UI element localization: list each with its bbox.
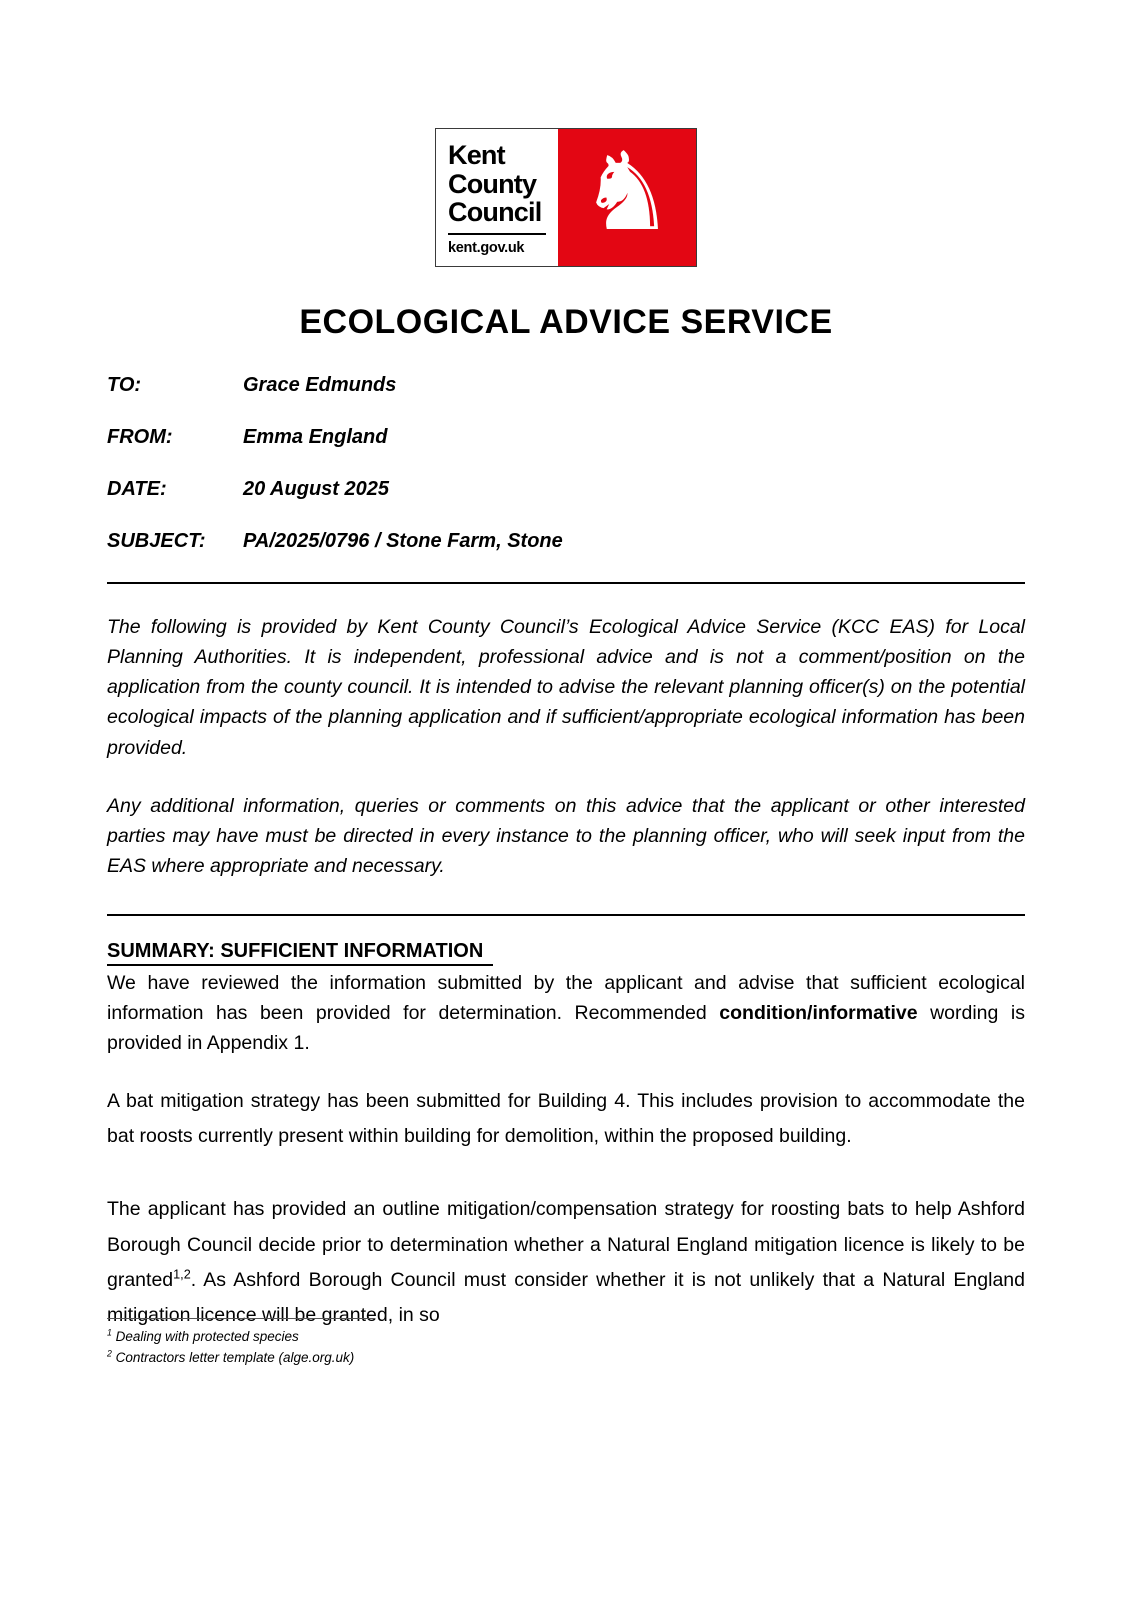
footnote-reference: 1,2 — [173, 1267, 191, 1282]
footnote-2-text: Contractors letter template (alge.org.uk) — [111, 1349, 355, 1365]
memo-value: Emma England — [243, 425, 388, 448]
logo-word-county: County — [448, 168, 537, 199]
disclaimer-paragraph-2: Any additional information, queries or comments on this advice that the applicant or other interested parties may have must be directed in every instance to the planning officer, who will seek input from the EAS where appropriate and necessary. — [107, 794, 1025, 878]
kcc-logo-text-panel — [436, 129, 558, 266]
kcc-logo — [435, 128, 697, 267]
summary-p1-text-after: wording is provided in Appendix 1. — [107, 1001, 1025, 1055]
logo-url: kent.gov.uk — [448, 239, 525, 256]
footnote-2 — [107, 1348, 1025, 1369]
memo-field-to — [107, 374, 1025, 397]
disclaimer-paragraph-1: The following is provided by Kent County Council’s Ecological Advice Service (KCC EAS) for Local Planning Authorities. It is independent, professional advice and is not a comment/position on the application from the county council. It is intended to advise the relevant planning officer(s) on the potential ecological impacts of the planning application and if sufficient/appropriate ecological information has been provided. — [107, 615, 1025, 759]
memo-header — [107, 374, 1025, 553]
summary-p3-text-after: . As Ashford Borough Council must consider whether it is not unlikely that a Natural England mitigation licence will be granted, in so — [107, 1268, 1025, 1326]
footnote-2-marker: 2 — [107, 1348, 112, 1359]
footnote-1 — [107, 1327, 1025, 1348]
logo-divider — [448, 233, 546, 235]
memo-label: SUBJECT: — [107, 529, 206, 552]
summary-p1-text: We have reviewed the information submitted by the applicant and advise that sufficient ecological information has been provided for determination. Recommended — [107, 971, 1025, 1024]
divider-middle — [107, 914, 1025, 916]
summary-p3-text: The applicant has provided an outline mitigation/compensation strategy for roosting bats to help Ashford Borough Council decide prior to determination whether a Natural England mitigation licence is likely to be granted — [107, 1198, 1025, 1291]
logo-word-kent: Kent — [448, 140, 505, 170]
summary-p1-bold-term: condition/informative — [719, 1001, 918, 1024]
kcc-logo-horse-panel — [558, 129, 696, 266]
memo-label: DATE: — [107, 477, 167, 500]
footnote-1-text: Dealing with protected species — [111, 1329, 299, 1344]
footnote-1-marker: 1 — [107, 1327, 112, 1338]
memo-label: FROM: — [107, 425, 173, 448]
memo-label: TO: — [107, 373, 142, 396]
memo-field-date — [107, 478, 1025, 501]
memo-value: 20 August 2025 — [243, 477, 389, 500]
summary-paragraph-2: A bat mitigation strategy has been submitted for Building 4. This includes provision to accommodate the bat roosts currently present within building for demolition, within the proposed building. — [107, 1090, 1025, 1148]
page-title: ECOLOGICAL ADVICE SERVICE — [299, 302, 833, 341]
logo-word-council: Council — [448, 197, 542, 228]
memo-field-from — [107, 426, 1025, 449]
memo-value: PA/2025/0796 / Stone Farm, Stone — [243, 529, 563, 552]
invicta-horse-icon: ♞ — [578, 130, 676, 256]
memo-field-subject — [107, 530, 1025, 553]
memo-value: Grace Edmunds — [243, 373, 397, 396]
summary-heading: SUMMARY: SUFFICIENT INFORMATION — [107, 940, 1025, 966]
footnote-divider — [107, 1318, 375, 1319]
footnotes-section — [107, 1318, 1025, 1369]
summary-paragraph-3 — [107, 1192, 1025, 1332]
summary-paragraph-1 — [107, 968, 1025, 1059]
divider-top — [107, 582, 1025, 584]
